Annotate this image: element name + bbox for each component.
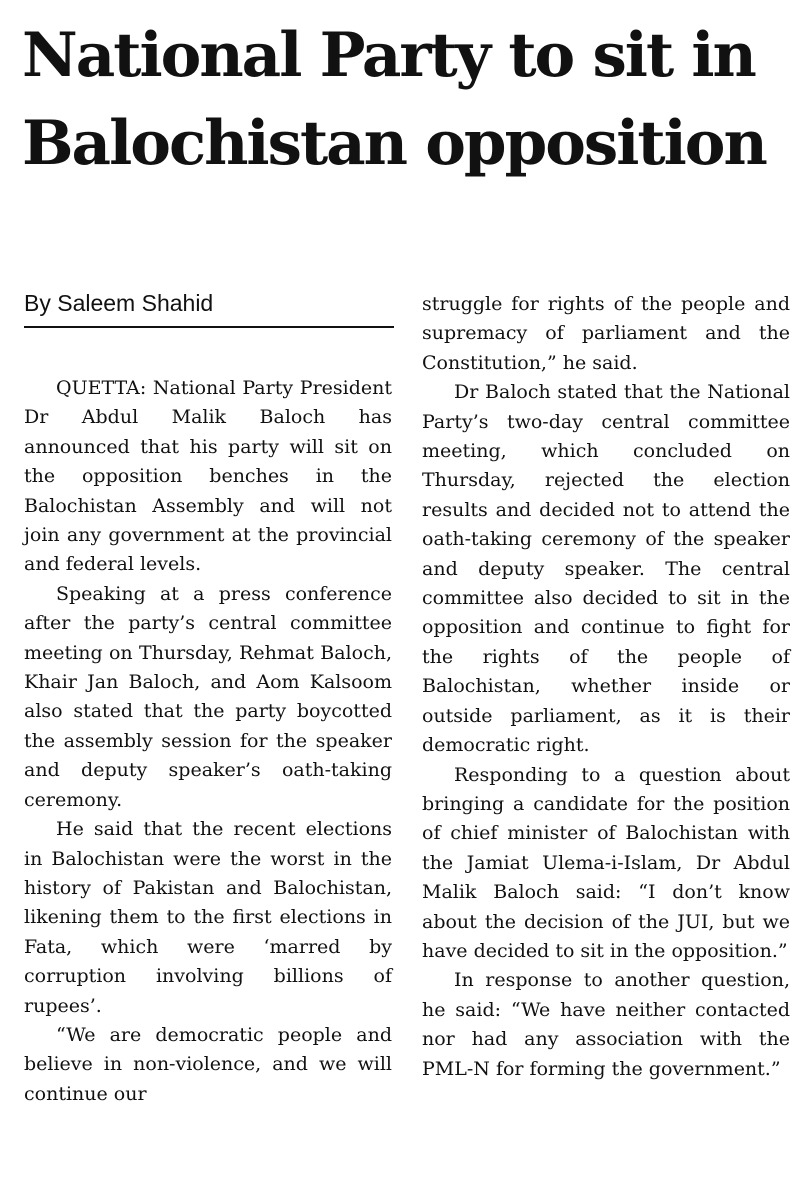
article-paragraph: “We are democratic people and believe in non-violence, and we will continue our: [24, 1023, 392, 1105]
article-headline: National Party to sit in Balochistan opposition: [22, 20, 766, 179]
article-column-left: [24, 374, 392, 1109]
article-byline: By Saleem Shahid: [24, 287, 394, 328]
article-paragraph: QUETTA: National Party President Dr Abdul Malik Baloch has announced that his party will sit on the opposition benches in the Balochistan Assembly and will not join any government at the provincial and federal levels.: [24, 377, 392, 576]
article-paragraph: Responding to a question about bringing a candidate for the position of chief minister of Balochistan with the Jamiat Ulema-i-Islam, Dr Abdul Malik Baloch said: “I don’t know about the decision of the JUI, but we have decided to sit in the opposition.”: [422, 763, 790, 962]
article-paragraph: Dr Baloch stated that the National Party’s two-day central committee meeting, which concluded on Thursday, rejected the election results and decided not to attend the oath-taking ceremony of the speaker and deputy speaker. The central committee also decided to sit in the opposition and continue to fight for the rights of the people of Balochistan, whether inside or outside parliament, as it is their democratic right.: [422, 381, 790, 757]
article-paragraph: He said that the recent elections in Balochistan were the worst in the history of Pakistan and Balochistan, likening them to the first elections in Fata, which were ‘marred by corruption involving billions of rupees’.: [24, 818, 392, 1017]
article-paragraph: Speaking at a press conference after the party’s central committee meeting on Thursday, Rehmat Baloch, Khair Jan Baloch, and Aom Kalsoom also stated that the party boycotted the assembly session for the speaker and deputy speaker’s oath-taking ceremony.: [24, 582, 392, 811]
article-paragraph: In response to another question, he said: “We have neither contacted nor had any association with the PML-N for forming the government.”: [422, 969, 790, 1080]
article-paragraph-continued: struggle for rights of the people and supremacy of parliament and the Constitution,” he said.: [422, 293, 790, 374]
article-column-right: [422, 290, 790, 1084]
